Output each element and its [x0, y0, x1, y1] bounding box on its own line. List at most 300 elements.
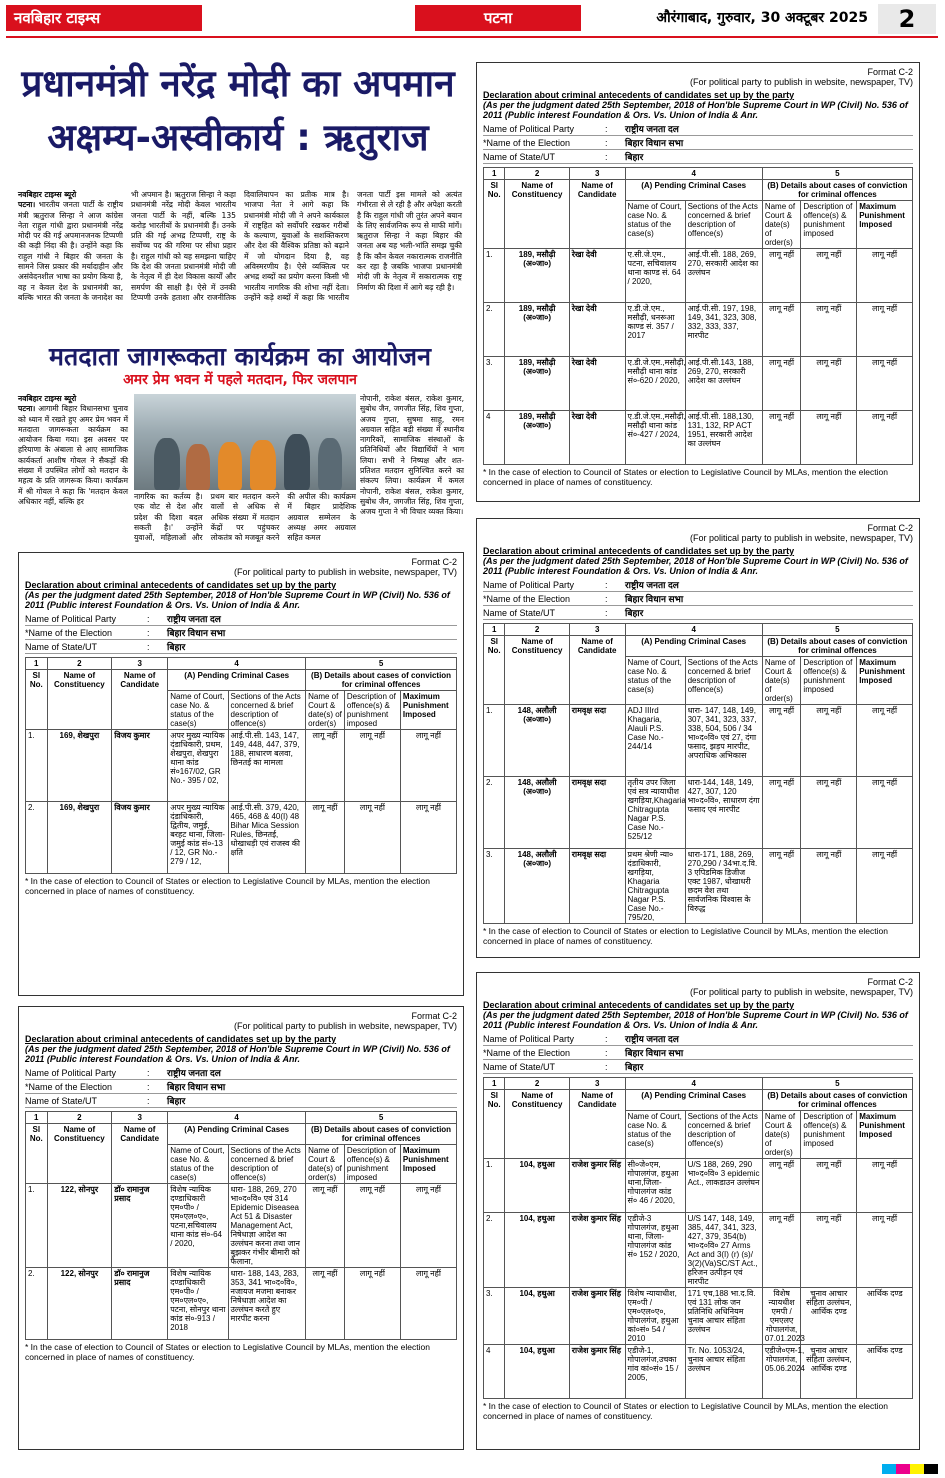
cell-acts: आई.पी.सी. 188, 269, 270, सरकारी आदेश का उल्लंघन: [685, 249, 762, 303]
article-2-text-right: नोपानी, राकेश बंसल, राकेश कुमार, सुबोध जैन, जगजीत सिंह, शिव गुप्ता, अजय गुप्ता, सुषमा साहू, रमन अग्रवाल सहित बड़ी संख्या में स्थानीय नागरिकों, सामाजिक संस्थाओं के प्रतिनिधियों और विद्यार्थियों ने भाग लिया। सभी ने निष्पक्ष और शत-प्रतिशत मतदान सुनिश्चित करने का संकल्प लिया। कार्यक्रम में कमल नोपानी, राकेश बंसल, राकेश कुमार, सुबोध जैन, जगजीत सिंह, शिव गुप्ता, अजय गुप्ता ने भी विचार व्यक्त किया।: [360, 394, 464, 517]
info-row-election: [25, 1080, 457, 1094]
col-num: 5: [762, 624, 912, 636]
info-colon: :: [605, 123, 608, 134]
header-candidate: Name of Candidate: [112, 670, 168, 730]
cell-sl: 1.: [26, 1184, 48, 1268]
info-key: Name of Political Party: [25, 1067, 117, 1078]
info-value: बिहार: [167, 642, 186, 652]
cell-court: अपर मुख्य न्यायिक दंडाधिकारी, द्वितीय, जमुई, बरहट थाना, जिला-जमुई कांड सं०-13 / 12, GR No.- 279 / 12,: [168, 802, 228, 874]
header-description: Description of offence(s) & punishment imposed: [344, 1145, 400, 1184]
declaration-title: Declaration about criminal antecedents of candidates set up by the party: [483, 546, 795, 556]
ad-masaurhi: [476, 62, 920, 502]
cell-max: लागू नहीं: [400, 730, 456, 802]
article-2-title: मतदाता जागरूकता कार्यक्रम का आयोजन: [49, 342, 431, 371]
header-constituency: Name of Constituency: [505, 1090, 569, 1159]
cell-court: एडीजे-1, गोपालगंज,उचका गांव कां०सं० 15 / 2005,: [625, 1345, 685, 1399]
info-key: Name of State/UT: [483, 1061, 556, 1072]
ad-sheikhpura: [18, 552, 464, 996]
info-colon: :: [147, 627, 150, 638]
info-colon: :: [605, 579, 608, 590]
cell-candidate: विजय कुमार: [112, 802, 168, 874]
cell-candidate: राजेश कुमार सिंह: [569, 1345, 625, 1399]
cell-constituency: 148, अलौली (अ०जा०): [505, 777, 569, 849]
col-num: 2: [505, 624, 569, 636]
criminal-antecedents-table: [483, 1077, 913, 1399]
col-num: 4: [168, 1112, 306, 1124]
cell-court: ए.डी.जे.एम.,मसौढ़ी, मसौढ़ी थाना कांड सं०-620 / 2020,: [625, 357, 685, 411]
table-row: [26, 730, 457, 802]
headline-line-2: अक्षम्य-अस्वीकार्य : ऋतुराज: [47, 116, 429, 159]
header-max: Maximum Punishment Imposed: [400, 691, 456, 730]
col-num: 1: [26, 658, 48, 670]
cell-court-date: लागू नहीं: [762, 1159, 801, 1213]
cell-max: लागू नहीं: [400, 1184, 456, 1268]
article-1-headline: [14, 58, 462, 180]
table-row: [484, 1213, 913, 1288]
header-acts: Sections of the Acts concerned & brief description of offence(s): [685, 1111, 762, 1159]
cell-acts: धारा- 147, 148, 149, 307, 341, 323, 337, 338, 504, 506 / 34 भा०द०वि० एवं 27, दंगा फसाद, झड़प मारपीट, अपराधिक अभिकास: [685, 705, 762, 777]
footnote: * In the case of election to Council of States or election to Legislative Council by MLAs, mention the election concerned in place of names of constituency.: [483, 467, 888, 487]
col-num: 5: [306, 1112, 457, 1124]
header-max: Maximum Punishment Imposed: [857, 1111, 913, 1159]
col-num: 3: [112, 1112, 168, 1124]
city-label: पटना: [415, 5, 581, 31]
header-candidate: Name of Candidate: [569, 636, 625, 705]
cell-description: लागू नहीं: [801, 303, 857, 357]
article-2-text-left: आगामी बिहार विधानसभा चुनाव को ध्यान में रखते हुए अमर प्रेम भवन में मतदाता जागरूकता कार्यक्रम का आयोजन किया गया। इस अवसर पर हरियाणा के अंबाला से आए सामाजिक कार्यकर्ता आशीष गोयल ने सैकड़ों की संख्या में उपस्थित लोगों को मतदान के महत्व के प्रति जागरूक किया। कार्यक्रम में श्री गोयल ने कहा कि 'मतदान केवल अधिकार नहीं, बल्कि हर: [18, 404, 128, 506]
header-sl: Sl No.: [26, 1124, 48, 1184]
col-num: 2: [47, 658, 112, 670]
table-row: [26, 1184, 457, 1268]
column-number-row: [26, 658, 457, 670]
cell-max: लागू नहीं: [857, 1159, 913, 1213]
format-label: Format C-2: [411, 1011, 457, 1021]
info-key: *Name of the Election: [483, 137, 571, 148]
info-value: बिहार: [625, 152, 644, 162]
article-2-left: [18, 394, 128, 506]
cell-description: लागू नहीं: [801, 249, 857, 303]
info-key: Name of Political Party: [483, 123, 575, 134]
header-court-date: Name of Court & date(s) of order(s): [762, 201, 801, 249]
cell-candidate: राजेश कुमार सिंह: [569, 1288, 625, 1345]
article-2-subhead: अमर प्रेम भवन में पहले मतदान, फिर जलपान: [123, 372, 357, 388]
criminal-antecedents-table: [483, 167, 913, 465]
article-2-text-bottom: नागरिक का कर्तव्य है। एक वोट से देश और प्रदेश की दिशा बदल सकती है।' उन्होंने युवाओं, महिलाओं और प्रथम बार मतदान करने वालों से अधिक से अधिक संख्या में मतदान केंद्रों पर पहुंचकर लोकतंत्र को मजबूत करने की अपील की। कार्यक्रम में बिहार प्रादेशिक अग्रवाल सम्मेलन के अध्यक्ष अमर अग्रवाल सहित कमल: [134, 492, 356, 543]
col-num: 1: [484, 1078, 505, 1090]
cell-constituency: 104, हथुआ: [505, 1345, 569, 1399]
header-sl: Sl No.: [484, 636, 505, 705]
col-num: 3: [112, 658, 168, 670]
cell-court: तृतीय उपर जिला एवं सत्र न्यायाधीश खगड़िया,Khagaria Chitragupta Nagar P.S. Case No.- 525/12: [625, 777, 685, 849]
cell-sl: 2.: [26, 1268, 48, 1340]
cell-max: लागू नहीं: [400, 802, 456, 874]
info-row-party: [25, 1066, 457, 1080]
cell-court-date: लागू नहीं: [306, 730, 345, 802]
header-max: Maximum Punishment Imposed: [400, 1145, 456, 1184]
header-row: [484, 1090, 913, 1111]
cell-max: लागू नहीं: [400, 1268, 456, 1340]
cell-max: लागू नहीं: [857, 849, 913, 924]
cell-description: चुनाव आचार संहिता उल्लंघन, आर्थिक दण्ड: [801, 1345, 857, 1399]
info-colon: :: [147, 1067, 150, 1078]
column-number-row: [484, 1078, 913, 1090]
header-sl: Sl No.: [26, 670, 48, 730]
table-row: [484, 303, 913, 357]
cell-court-date: लागू नहीं: [762, 777, 801, 849]
info-value: बिहार विधान सभा: [625, 138, 684, 148]
cell-court: ए.डी.जे.एम., मसौढ़ी, धनरूआ काण्ड सं. 357 / 2017: [625, 303, 685, 357]
publish-note: (For political party to publish in website, newspaper, TV): [690, 77, 913, 87]
info-value: बिहार: [167, 1096, 186, 1106]
table-row: [484, 411, 913, 465]
judgment-reference: (As per the judgment dated 25th September, 2018 of Hon'ble Supreme Court in WP (Civil) No. 536 of 2011 (Public interest Foundation & Ors. Vs. Union of India & Anr.: [483, 556, 908, 576]
publish-note: (For political party to publish in website, newspaper, TV): [234, 1021, 457, 1031]
event-photo: [134, 394, 356, 490]
info-key: *Name of the Election: [483, 593, 571, 604]
ad-alauli: [476, 518, 920, 958]
dateline-2: पटना।: [18, 404, 36, 414]
header-description: Description of offence(s) & punishment imposed: [801, 1111, 857, 1159]
header-court-date: Name of Court & date(s) of order(s): [762, 657, 801, 705]
header-candidate: Name of Candidate: [569, 1090, 625, 1159]
info-row-party: [483, 122, 913, 136]
cell-description: लागू नहीं: [344, 802, 400, 874]
cell-acts: U/S 188, 269, 290 भा०द०वि० 3 epidemic Act., लाकडाउन उल्लंघन: [685, 1159, 762, 1213]
cell-court: विशेष न्यायिक दण्डाधिकारी एम०पी० / एम०एल०ए०, पटना, सोनपुर थाना कांड सं०-913 / 2018: [168, 1268, 228, 1340]
info-key: Name of State/UT: [25, 641, 98, 652]
table-row: [484, 1159, 913, 1213]
info-value: राष्ट्रीय जनता दल: [625, 580, 679, 590]
col-num: 1: [26, 1112, 48, 1124]
info-row-state: [483, 1060, 913, 1074]
info-row-state: [483, 150, 913, 164]
col-num: 5: [762, 1078, 912, 1090]
cell-acts: Tr. No. 1053/24, चुनाव आचार संहिता उल्लंघन: [685, 1345, 762, 1399]
info-row-state: [25, 640, 457, 654]
cell-description: लागू नहीं: [801, 357, 857, 411]
info-colon: :: [605, 1033, 608, 1044]
cell-max: लागू नहीं: [857, 303, 913, 357]
header-conviction: (B) Details about cases of conviction for criminal offences: [762, 1090, 912, 1111]
table-row: [484, 357, 913, 411]
header-description: Description of offence(s) & punishment imposed: [801, 657, 857, 705]
cell-max: लागू नहीं: [857, 705, 913, 777]
info-row-state: [483, 606, 913, 620]
col-num: 1: [484, 168, 505, 180]
publish-note: (For political party to publish in website, newspaper, TV): [690, 987, 913, 997]
header-conviction: (B) Details about cases of conviction for criminal offences: [762, 636, 912, 657]
cell-court-date: लागू नहीं: [306, 1268, 345, 1340]
info-key: *Name of the Election: [25, 1081, 113, 1092]
cell-acts: आई.पी.सी.143, 188, 269, 270, सरकारी आदेश का उल्लंघन: [685, 357, 762, 411]
cell-acts: आई.पी.सी. 379, 420, 465, 468 & 40(I) 48 Bihar Mica Session Rules, छिनतई, धोखाधड़ी एवं राजस्व की क्षति: [228, 802, 306, 874]
header-sl: Sl No.: [484, 1090, 505, 1159]
cell-court-date: विशेष न्यायधीश एमपी / एमएलए गोपालगंज, 07.01.2023: [762, 1288, 801, 1345]
cell-acts: आई.पी.सी. 197, 198, 149, 341, 323, 308, 332, 333, 337, मारपीट: [685, 303, 762, 357]
judgment-reference: (As per the judgment dated 25th September, 2018 of Hon'ble Supreme Court in WP (Civil) No. 536 of 2011 (Public interest Foundation & Ors. Vs. Union of India & Anr.: [25, 1044, 450, 1064]
cell-court: प्रथम श्रेणी न्या० दंडाधिकारी, खगड़िया, Khagaria Chitragupta Nagar P.S. Case No.- 795/20,: [625, 849, 685, 924]
cell-max: आर्थिक दण्ड: [857, 1345, 913, 1399]
info-value: राष्ट्रीय जनता दल: [625, 124, 679, 134]
cell-court: सी०जे०एम, गोपालगंज, हथुआ थाना,जिला- गोपालगंज कांड सं० 46 / 2020,: [625, 1159, 685, 1213]
cell-sl: 3.: [484, 357, 505, 411]
cell-candidate: रामवृक्ष सदा: [569, 705, 625, 777]
column-number-row: [26, 1112, 457, 1124]
cell-constituency: 104, हथुआ: [505, 1288, 569, 1345]
header-max: Maximum Punishment Imposed: [857, 201, 913, 249]
header-candidate: Name of Candidate: [569, 180, 625, 249]
ad-sonpur: [18, 1006, 464, 1450]
header-court: Name of Court, case No. & status of the case(s): [168, 691, 228, 730]
article-2-right: [360, 394, 464, 544]
header-row: [26, 1124, 457, 1145]
cell-sl: 2.: [484, 1213, 505, 1288]
info-key: Name of State/UT: [483, 607, 556, 618]
publish-note: (For political party to publish in website, newspaper, TV): [690, 533, 913, 543]
judgment-reference: (As per the judgment dated 25th September, 2018 of Hon'ble Supreme Court in WP (Civil) No. 536 of 2011 (Public interest Foundation & Ors. Vs. Union of India & Anr.: [25, 590, 450, 610]
issue-date: औरंगाबाद, गुरुवार, 30 अक्टूबर 2025: [656, 10, 868, 26]
criminal-antecedents-table: [483, 623, 913, 924]
info-key: Name of Political Party: [483, 579, 575, 590]
article-2-bottom: [134, 492, 356, 544]
info-colon: :: [605, 593, 608, 604]
cell-candidate: रामवृक्ष सदा: [569, 777, 625, 849]
cell-candidate: रेखा देवी: [569, 303, 625, 357]
cell-acts: धारा- 188, 269, 270 भा०द०वि० एवं 314 Epidemic Diseasea Act 51 & Disaster Management Act, निषेधाज्ञा आदेश का उल्लंघन करना तथा जान बुझकर गंभीर बीमारी को फैलाना,: [228, 1184, 306, 1268]
registration-color-bar: [882, 1464, 938, 1474]
info-value: बिहार: [625, 608, 644, 618]
masthead-rule: [6, 36, 938, 38]
article-2-headline: [18, 342, 462, 390]
cell-description: चुनाव आचार संहिता उल्लंघन, आर्थिक दण्ड: [801, 1288, 857, 1345]
header-acts: Sections of the Acts concerned & brief description of offence(s): [685, 657, 762, 705]
cell-sl: 1.: [484, 249, 505, 303]
byline-2: नवबिहार टाइम्स ब्यूरो: [18, 394, 77, 403]
header-court-date: Name of Court & date(s) of order(s): [762, 1111, 801, 1159]
info-value: बिहार: [625, 1062, 644, 1072]
cell-court: विशेष न्यायिक दण्डाधिकारी एम०पी० / एम०एल०ए०, पटना,सचिवालय थाना कांड सं०-64 / 2020,: [168, 1184, 228, 1268]
info-value: बिहार विधान सभा: [167, 628, 226, 638]
header-max: Maximum Punishment Imposed: [857, 657, 913, 705]
cell-constituency: 169, शेखपुरा: [47, 802, 112, 874]
publish-note: (For political party to publish in website, newspaper, TV): [234, 567, 457, 577]
cell-max: लागू नहीं: [857, 1213, 913, 1288]
col-num: 2: [505, 1078, 569, 1090]
header-pending: (A) Pending Criminal Cases: [168, 670, 306, 691]
cell-description: लागू नहीं: [344, 730, 400, 802]
paper-name: नवबिहार टाइम्स: [6, 5, 202, 31]
cell-constituency: 169, शेखपुरा: [47, 730, 112, 802]
cell-candidate: रेखा देवी: [569, 357, 625, 411]
cell-acts: 171 एच,188 भा.द.वि. एवं 131 लोक जन प्रतिनिधि अधिनियम चुनाव आचार संहिता उल्लंघन: [685, 1288, 762, 1345]
cell-constituency: 148, अलौली (अ०जा०): [505, 849, 569, 924]
cell-constituency: 189, मसौढ़ी (अ०जा०): [505, 411, 569, 465]
header-acts: Sections of the Acts concerned & brief description of offence(s): [685, 201, 762, 249]
info-row-party: [483, 1032, 913, 1046]
info-key: *Name of the Election: [483, 1047, 571, 1058]
cell-court-date: एडीजे०एम-1, गोपालगंज, 05.06.2024: [762, 1345, 801, 1399]
dateline: पटना।: [18, 200, 36, 210]
cell-max: लागू नहीं: [857, 777, 913, 849]
info-colon: :: [605, 1047, 608, 1058]
cell-court-date: लागू नहीं: [762, 1213, 801, 1288]
cell-candidate: राजेश कुमार सिंह: [569, 1159, 625, 1213]
info-value: बिहार विधान सभा: [625, 594, 684, 604]
format-label: Format C-2: [867, 523, 913, 533]
info-value: राष्ट्रीय जनता दल: [625, 1034, 679, 1044]
info-colon: :: [605, 137, 608, 148]
header-acts: Sections of the Acts concerned & brief description of offence(s): [228, 691, 306, 730]
col-num: 1: [484, 624, 505, 636]
cell-acts: धारा-144, 148, 149, 427, 307, 120 भा०द०वि०, साधारण दंगा फसाद एवं मारपीट: [685, 777, 762, 849]
cell-description: लागू नहीं: [801, 1213, 857, 1288]
cell-sl: 1.: [484, 705, 505, 777]
cell-sl: 3.: [484, 849, 505, 924]
declaration-title: Declaration about criminal antecedents of candidates set up by the party: [483, 90, 795, 100]
col-num: 5: [762, 168, 912, 180]
criminal-antecedents-table: [25, 1111, 457, 1340]
cell-description: लागू नहीं: [801, 705, 857, 777]
cell-constituency: 189, मसौढ़ी (अ०जा०): [505, 249, 569, 303]
cell-court: ए.डी.जे.एम.,मसौढ़ी, मसौढ़ी थाना कांड सं०-427 / 2024,: [625, 411, 685, 465]
cell-candidate: डॉ० रामानुज प्रसाद: [112, 1184, 168, 1268]
cell-court: विशेष न्यायाधीश, एम०पी / एम०एल०ए०, गोपालगंज, हथुआ कां०सं० 54 / 2010: [625, 1288, 685, 1345]
judgment-reference: (As per the judgment dated 25th September, 2018 of Hon'ble Supreme Court in WP (Civil) No. 536 of 2011 (Public interest Foundation & Ors. Vs. Union of India & Anr.: [483, 100, 908, 120]
header-candidate: Name of Candidate: [112, 1124, 168, 1184]
format-label: Format C-2: [411, 557, 457, 567]
header-row: [484, 180, 913, 201]
cell-constituency: 148, अलौली (अ०जा०): [505, 705, 569, 777]
headline-line-1: प्रधानमंत्री नरेंद्र मोदी का अपमान: [21, 62, 455, 105]
header-acts: Sections of the Acts concerned & brief description of offence(s): [228, 1145, 306, 1184]
info-row-election: [483, 1046, 913, 1060]
cell-max: आर्थिक दण्ड: [857, 1288, 913, 1345]
format-label: Format C-2: [867, 67, 913, 77]
header-description: Description of offence(s) & punishment imposed: [344, 691, 400, 730]
info-colon: :: [147, 1081, 150, 1092]
cell-court-date: लागू नहीं: [306, 1184, 345, 1268]
cell-constituency: 104, हथुआ: [505, 1159, 569, 1213]
cell-candidate: डॉ० रामानुज प्रसाद: [112, 1268, 168, 1340]
cell-court-date: लागू नहीं: [762, 357, 801, 411]
cell-acts: आई.पी.सी. 143, 147, 149, 448, 447, 379, 188, साधारण बलवा, छिनतई का मामला: [228, 730, 306, 802]
table-row: [484, 1345, 913, 1399]
info-colon: :: [605, 1061, 608, 1072]
article-1-text: भारतीय जनता पार्टी के राष्ट्रीय मंत्री ऋतुराज सिन्हा ने आज कांग्रेस नेता राहुल गांधी द्वारा प्रधानमंत्री नरेंद्र मोदी पर की गई अपमानजनक टिप्पणी की कड़ी निंदा की है। उन्होंने कहा कि राहुल गांधी ने बिहार की जनता के सामने जिस प्रकार की मर्यादाहीन और असंवेदनशील भाषा का प्रयोग किया है, वह न केवल देश के प्रधानमंत्री का, बल्कि भारत की जनता के जनादेश का भी अपमान है। ऋतुराज सिन्हा ने कहा प्रधानमंत्री नरेंद्र मोदी केवल भारतीय जनता पार्टी के नहीं, बल्कि 135 करोड़ भारतीयों के प्रधानमंत्री हैं। उनके प्रति की गई अभद्र टिप्पणी, राष्ट्र के सर्वोच्च पद की गरिमा पर सीधा प्रहार है। राहुल गांधी को यह समझना चाहिए कि देश की जनता प्रधानमंत्री मोदी जी के नेतृत्व में ही देश विकास कार्यों और समर्पण की साक्षी है। ऐसे में उनकी टिप्पणी उनके हताशा और राजनीतिक दिवालियापन का प्रतीक मात्र है। भाजपा नेता ने आगे कहा कि प्रधानमंत्री मोदी जी ने अपने कार्यकाल में राष्ट्रहित को सर्वोपरि रखकर गरीबों के कल्याण, युवाओं के सशक्तिकरण और देश की वैश्विक प्रतिष्ठा को बढ़ाने में जो योगदान दिया है, वह अविस्मरणीय है। ऐसे व्यक्तित्व पर अभद्र शब्दों का प्रयोग करना किसी भी भारतीय नागरिक की शोभा नहीं देता। उन्होंने कड़े शब्दों में कहा कि भारतीय जनता पार्टी इस मामले को अत्यंत गंभीरता से ले रही है और अपेक्षा करती है कि राहुल गांधी जी तुरंत अपने बयान के लिए सार्वजनिक रूप से माफी मांगें। ऋतुराज सिन्हा ने कहा बिहार की जनता अब यह भली-भांति समझ चुकी है कि कौन केवल नकारात्मक राजनीति कर रहा है जबकि भाजपा प्रधानमंत्री मोदी जी के नेतृत्व में सकारात्मक राष्ट्र निर्माण की दिशा में आगे बढ़ रही है।: [18, 190, 462, 302]
header-constituency: Name of Constituency: [47, 1124, 112, 1184]
col-num: 4: [625, 168, 762, 180]
cell-sl: 2.: [26, 802, 48, 874]
cell-court: अपर मुख्य न्यायिक दंडाधिकारी, प्रथम, शेखपुरा, शेखपुरा थाना कांड सं०167/02, GR No.- 395 / 02,: [168, 730, 228, 802]
table-row: [484, 777, 913, 849]
cell-candidate: रामवृक्ष सदा: [569, 849, 625, 924]
cell-court: ADJ IIIrd Khagaria, Alauli P.S. Case No.- 244/14: [625, 705, 685, 777]
column-number-row: [484, 624, 913, 636]
table-row: [26, 802, 457, 874]
cell-sl: 4: [484, 1345, 505, 1399]
cell-sl: 4: [484, 411, 505, 465]
info-row-party: [25, 612, 457, 626]
cell-max: लागू नहीं: [857, 411, 913, 465]
cell-max: लागू नहीं: [857, 357, 913, 411]
footnote: * In the case of election to Council of States or election to Legislative Council by MLAs, mention the election concerned in place of names of constituency.: [25, 1342, 430, 1362]
col-num: 4: [625, 624, 762, 636]
info-colon: :: [605, 151, 608, 162]
header-constituency: Name of Constituency: [505, 636, 569, 705]
info-row-election: [483, 592, 913, 606]
header-pending: (A) Pending Criminal Cases: [625, 180, 762, 201]
header-pending: (A) Pending Criminal Cases: [625, 1090, 762, 1111]
header-sl: Sl No.: [484, 180, 505, 249]
header-pending: (A) Pending Criminal Cases: [168, 1124, 306, 1145]
judgment-reference: (As per the judgment dated 25th September, 2018 of Hon'ble Supreme Court in WP (Civil) No. 536 of 2011 (Public interest Foundation & Ors. Vs. Union of India & Anr.: [483, 1010, 908, 1030]
cell-acts: धारा- 188, 143, 283, 353, 341 भा०द०वि०, नजायज मजमा बनाकर निषेधाज्ञा आदेश का उल्लंघन करते हुए मारपीट करना: [228, 1268, 306, 1340]
info-colon: :: [147, 1095, 150, 1106]
cell-constituency: 189, मसौढ़ी (अ०जा०): [505, 303, 569, 357]
cell-sl: 2.: [484, 303, 505, 357]
info-key: Name of Political Party: [483, 1033, 575, 1044]
info-value: बिहार विधान सभा: [625, 1048, 684, 1058]
masthead: [0, 0, 945, 36]
header-court-date: Name of Court & date(s) of order(s): [306, 691, 345, 730]
footnote: * In the case of election to Council of States or election to Legislative Council by MLAs, mention the election concerned in place of names of constituency.: [483, 926, 888, 946]
table-row: [26, 1268, 457, 1340]
col-num: 3: [569, 168, 625, 180]
cell-court: ए.सी.जे.एम., पटना, सचिवालय थाना काण्ड सं. 64 / 2020,: [625, 249, 685, 303]
header-row: [484, 636, 913, 657]
header-description: Description of offence(s) & punishment imposed: [801, 201, 857, 249]
footnote: * In the case of election to Council of States or election to Legislative Council by MLAs, mention the election concerned in place of names of constituency.: [483, 1401, 888, 1421]
cell-court-date: लागू नहीं: [762, 849, 801, 924]
cell-constituency: 189, मसौढ़ी (अ०जा०): [505, 357, 569, 411]
cell-sl: 3.: [484, 1288, 505, 1345]
cell-description: लागू नहीं: [801, 411, 857, 465]
cell-court-date: लागू नहीं: [762, 411, 801, 465]
cell-court-date: लागू नहीं: [762, 705, 801, 777]
cell-acts: धारा-171, 188, 269, 270,290 / 34भा.द.वि. 3 एपिडमिक डिजीज एक्ट 1987, धोखाधरी छदम वेश तथा सार्वजनिक विश्वास के विरुद्ध: [685, 849, 762, 924]
footnote: * In the case of election to Council of States or election to Legislative Council by MLAs, mention the election concerned in place of names of constituency.: [25, 876, 430, 896]
column-number-row: [484, 168, 913, 180]
info-value: राष्ट्रीय जनता दल: [167, 614, 221, 624]
info-colon: :: [147, 641, 150, 652]
info-row-party: [483, 578, 913, 592]
declaration-title: Declaration about criminal antecedents of candidates set up by the party: [25, 1034, 337, 1044]
page-number: 2: [878, 4, 936, 34]
cell-candidate: रेखा देवी: [569, 411, 625, 465]
info-value: राष्ट्रीय जनता दल: [167, 1068, 221, 1078]
info-value: बिहार विधान सभा: [167, 1082, 226, 1092]
col-num: 5: [306, 658, 457, 670]
cell-candidate: विजय कुमार: [112, 730, 168, 802]
table-row: [484, 249, 913, 303]
col-num: 3: [569, 624, 625, 636]
header-constituency: Name of Constituency: [47, 670, 112, 730]
header-court: Name of Court, case No. & status of the case(s): [625, 201, 685, 249]
header-pending: (A) Pending Criminal Cases: [625, 636, 762, 657]
cell-candidate: राजेश कुमार सिंह: [569, 1213, 625, 1288]
col-num: 4: [625, 1078, 762, 1090]
cell-constituency: 122, सोनपुर: [47, 1268, 112, 1340]
header-court-date: Name of Court & date(s) of order(s): [306, 1145, 345, 1184]
byline: नवबिहार टाइम्स ब्यूरो: [18, 190, 77, 199]
cell-court-date: लागू नहीं: [762, 249, 801, 303]
cell-candidate: रेखा देवी: [569, 249, 625, 303]
cell-court: एडीजे-3 गोपालगंज, हथुआ थाना, जिला- गोपालगंज कांड सं० 152 / 2020,: [625, 1213, 685, 1288]
article-1-body: [18, 190, 462, 340]
cell-description: लागू नहीं: [344, 1268, 400, 1340]
info-colon: :: [147, 613, 150, 624]
ad-hathua: [476, 972, 920, 1450]
